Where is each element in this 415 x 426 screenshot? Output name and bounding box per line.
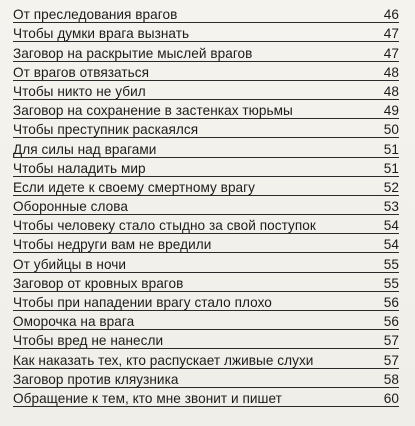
toc-entry-page: 58 (383, 371, 399, 387)
toc-entry-page: 57 (383, 333, 399, 349)
toc-entry-page: 49 (383, 103, 399, 119)
toc-entry-page: 48 (383, 64, 399, 80)
toc-entry-title: От врагов отвязаться (13, 64, 150, 80)
toc-entry-title: Чтобы человеку стало стыдно за свой поступок (13, 218, 316, 234)
toc-entry (13, 81, 399, 100)
toc-entry-page: 47 (383, 26, 399, 42)
toc-entry (13, 138, 399, 157)
toc-entry-page: 46 (383, 7, 399, 23)
toc-entry-title: Обращение к тем, кто мне звонит и пишет (13, 390, 282, 406)
toc-entry-title: Чтобы при нападении врагу стало плохо (13, 295, 272, 310)
toc-entry-title: Заговор на сохранение в застенках тюрьмы (13, 103, 293, 119)
toc-entry-page: 57 (383, 352, 399, 368)
toc-entry-title: От преследования врагов (13, 7, 178, 23)
toc-entry-title: Для силы над врагами (13, 141, 157, 157)
toc-entry-page: 51 (383, 141, 399, 157)
toc-entry-page: 56 (383, 295, 399, 310)
toc-entry (13, 100, 399, 119)
toc-entry-page: 48 (383, 83, 399, 99)
toc-entry-page: 51 (383, 160, 399, 176)
toc-entry-title: Чтобы думки врага вызнать (13, 26, 190, 42)
toc-entry-page: 53 (383, 199, 399, 215)
toc-entry (13, 369, 399, 388)
toc-entry-title: Оморочка на врага (13, 314, 135, 330)
toc-entry (13, 253, 399, 272)
toc-entry (13, 196, 399, 215)
toc-entry (13, 215, 399, 234)
toc-entry (13, 177, 399, 196)
toc-entry (13, 292, 399, 311)
toc-entry-title: Если идете к своему смертному врагу (13, 179, 256, 195)
toc-entry-title: Как наказать тех, кто распускает лживые слухи (13, 352, 314, 368)
toc-entry-title: Оборонные слова (13, 199, 128, 215)
toc-entry-page: 54 (383, 237, 399, 253)
toc-entry-title: Чтобы наладить мир (13, 160, 146, 176)
toc-entry (13, 62, 399, 81)
toc-entry (13, 158, 399, 177)
toc-entry (13, 330, 399, 349)
toc-entry-title: Чтобы никто не убил (13, 83, 146, 99)
toc-entry-page: 50 (383, 122, 399, 138)
toc-entry-page: 54 (383, 218, 399, 234)
toc-entry-title: От убийцы в ночи (13, 256, 127, 272)
toc-entry-page: 56 (383, 314, 399, 330)
toc-entry-title: Чтобы недруги вам не вредили (13, 237, 212, 253)
toc-entry-title: Заговор против кляузника (13, 371, 179, 387)
toc-entry-page: 55 (383, 256, 399, 272)
toc-entry-page: 47 (383, 45, 399, 61)
toc-entry (13, 4, 399, 23)
toc-entry (13, 388, 399, 407)
toc-entry-title: Заговор от кровных врагов (13, 275, 184, 291)
toc-entry (13, 234, 399, 253)
toc-entry (13, 349, 399, 368)
table-of-contents (13, 4, 399, 407)
toc-entry-page: 60 (383, 390, 399, 406)
toc-entry (13, 42, 399, 61)
toc-entry (13, 273, 399, 292)
toc-entry-page: 55 (383, 275, 399, 291)
toc-entry-title: Чтобы преступник раскаялся (13, 122, 199, 138)
toc-entry-title: Чтобы вред не нанесли (13, 333, 164, 349)
toc-entry (13, 311, 399, 330)
toc-entry (13, 119, 399, 138)
toc-entry-page: 52 (383, 179, 399, 195)
toc-entry (13, 23, 399, 42)
toc-entry-title: Заговор на раскрытие мыслей врагов (13, 45, 253, 61)
